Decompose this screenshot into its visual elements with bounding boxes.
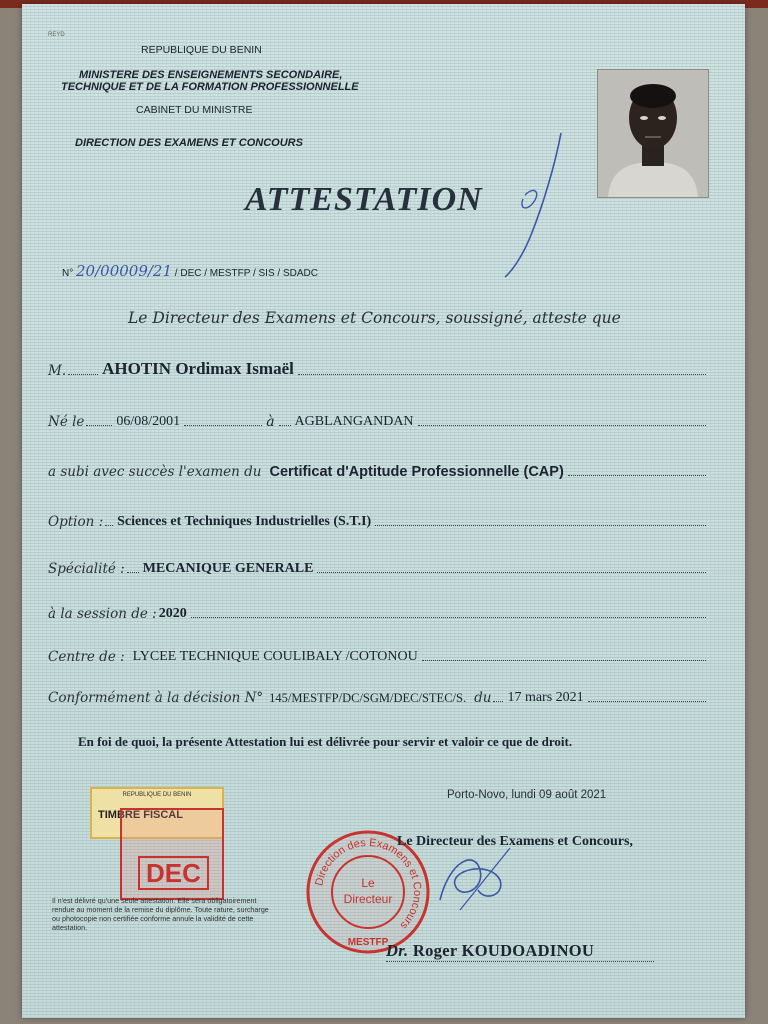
cabinet-header: CABINET DU MINISTRE [136, 104, 253, 116]
holder-name: AHOTIN Ordimax Ismaël [102, 359, 294, 378]
fiscal-stamp-label: TIMBRE FISCAL [98, 809, 183, 821]
at-label: à [266, 414, 275, 430]
exam-name: Certificat d'Aptitude Professionnelle (CAP) [269, 464, 564, 480]
seal-center-line2: Directeur [343, 892, 393, 906]
reference-suffix: / DEC / MESTFP / SIS / SDADC [174, 268, 318, 279]
signatory-title: Le Directeur des Examens et Concours, [397, 834, 633, 849]
signatory-prefix: Dr. [386, 941, 409, 960]
signature-line [386, 961, 654, 962]
pen-mark-icon [495, 125, 575, 285]
birth-place: AGBLANGANDAN [294, 414, 414, 429]
session-label: à la session de : [48, 606, 157, 622]
decision-row [48, 684, 708, 706]
specialty-row [48, 555, 708, 577]
specialty-value: MECANIQUE GENERALE [142, 561, 314, 576]
signatory-name: Roger KOUDOADINOU [412, 941, 595, 960]
exam-label: a subi avec succès l'examen du [48, 464, 262, 480]
name-row [48, 357, 708, 379]
ministry-line-1: MINISTERE DES ENSEIGNEMENTS SECONDAIRE, [79, 69, 343, 81]
name-label: M. [48, 363, 67, 379]
country-header: REPUBLIQUE DU BENIN [141, 44, 262, 56]
fiscal-stamp-country: REPUBLIQUE DU BENIN [122, 792, 192, 798]
closing-statement: En foi de quoi, la présente Attestation lui est délivrée pour servir et valoir ce que de droit. [78, 734, 573, 749]
ministry-line-2: TECHNIQUE ET DE LA FORMATION PROFESSIONNELLE [61, 81, 359, 93]
reference-line [62, 262, 318, 280]
document-title: ATTESTATION [245, 181, 483, 218]
session-value: 2020 [158, 606, 187, 621]
exam-row [48, 458, 708, 480]
holder-photo [597, 69, 709, 198]
decision-number: 145/MESTFP/DC/SGM/DEC/STEC/S. [269, 691, 467, 705]
direction-header: DIRECTION DES EXAMENS ET CONCOURS [75, 137, 303, 149]
fine-print: Il n'est délivré qu'une seule attestation. Elle sera obligatoirement rendue au moment de la remise du diplôme. Toute rature, surcharge ou photocopie non certifiée conforme annule la validité de cette attestation. [52, 896, 269, 932]
birth-date: 06/08/2001 [116, 414, 181, 429]
decision-date-label: du [474, 690, 492, 706]
place-and-date: Porto-Novo, lundi 09 août 2021 [447, 789, 607, 801]
center-row [48, 643, 708, 665]
signature-icon [430, 840, 520, 920]
seal-center-line1: Le [361, 876, 375, 890]
option-row [48, 508, 708, 530]
birth-row [48, 408, 708, 430]
decision-label: Conformément à la décision N° [48, 690, 264, 706]
decision-date: 17 mars 2021 [507, 690, 584, 705]
dec-stamp-label: DEC [138, 856, 209, 890]
seal-ring-text: Direction des Examens et Concours [313, 836, 424, 932]
session-row [48, 600, 708, 622]
page-code: REYD [48, 32, 65, 38]
seal-bottom-text: MESTFP [347, 937, 389, 948]
signatory [386, 941, 594, 961]
born-label: Né le [48, 414, 85, 430]
intro-statement: Le Directeur des Examens et Concours, soussigné, atteste que [128, 309, 621, 327]
option-label: Option : [48, 514, 104, 530]
specialty-label: Spécialité : [48, 561, 125, 577]
dec-stamp [120, 808, 224, 900]
center-value: LYCEE TECHNIQUE COULIBALY /COTONOU [132, 649, 418, 664]
reference-prefix: N° [62, 268, 74, 279]
center-label: Centre de : [48, 649, 125, 665]
reference-number: 20/00009/21 [76, 262, 173, 280]
option-value: Sciences et Techniques Industrielles (S.T.I) [117, 514, 372, 529]
